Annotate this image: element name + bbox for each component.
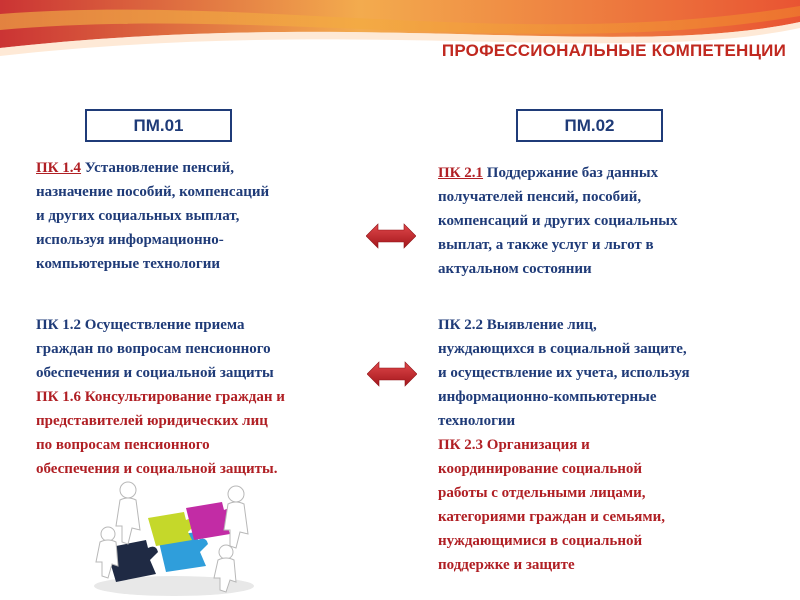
page-title: ПРОФЕССИОНАЛЬНЫЕ КОМПЕТЕНЦИИ [441,41,786,60]
pk23-line: поддержке и защите [438,557,575,573]
pk22-line: информационно-компьютерные [438,389,657,405]
pk21-line-text: Поддержание баз данных [483,165,659,181]
pk23-line: категориями граждан и семьями, [438,509,665,525]
pk23-line: ПК 2.3 Организация и [438,437,590,453]
double-arrow-icon [366,223,416,249]
puzzle-people-icon [86,478,261,598]
pk21-line [438,161,677,185]
pk21-block [438,161,677,281]
pk16-line: ПК 1.6 Консультирование граждан и [36,389,285,405]
header-swoosh [0,0,800,80]
pk21-line: получателей пенсий, пособий, [438,189,642,205]
double-arrow-icon [367,361,417,387]
pk14-code: ПК 1.4 [36,160,82,176]
pk21-line: компенсаций и других социальных [438,213,678,229]
pk21-line: актуальном состоянии [438,261,592,277]
pk21-code: ПК 2.1 [438,165,484,181]
pm01-box [85,109,232,142]
pk14-block [36,156,269,276]
pk12-line: граждан по вопросам пенсионного [36,341,271,357]
pm01-label: ПМ.01 [133,115,184,135]
pk14-line [36,156,269,180]
pk12-line: ПК 1.2 Осуществление приема [36,317,245,333]
pk12-pk16-block [36,313,285,481]
pk16-line: представителей юридических лиц [36,413,268,429]
pk23-line: работы с отдельными лицами, [438,485,646,501]
pk23-line: координирование социальной [438,461,643,477]
pk14-line-text: Установление пенсий, [81,160,234,176]
pk22-line: нуждающихся в социальной защите, [438,341,687,357]
pk16-line: обеспечения и социальной защиты. [36,461,278,477]
pk14-line: и других социальных выплат, [36,208,240,224]
pk23-line: нуждающимися в социальной [438,533,643,549]
pk12-line: обеспечения и социальной защиты [36,365,274,381]
pm02-box [516,109,663,142]
pk22-line: ПК 2.2 Выявление лиц, [438,317,597,333]
pk14-line: компьютерные технологии [36,256,221,272]
pk14-line: назначение пособий, компенсаций [36,184,270,200]
pk14-line: используя информационно- [36,232,224,248]
pm02-label: ПМ.02 [564,115,615,135]
pk22-line: технологии [438,413,516,429]
pk22-pk23-block [438,313,690,577]
pk22-line: и осуществление их учета, используя [438,365,690,381]
pk16-line: по вопросам пенсионного [36,437,210,453]
pk21-line: выплат, а также услуг и льгот в [438,237,654,253]
